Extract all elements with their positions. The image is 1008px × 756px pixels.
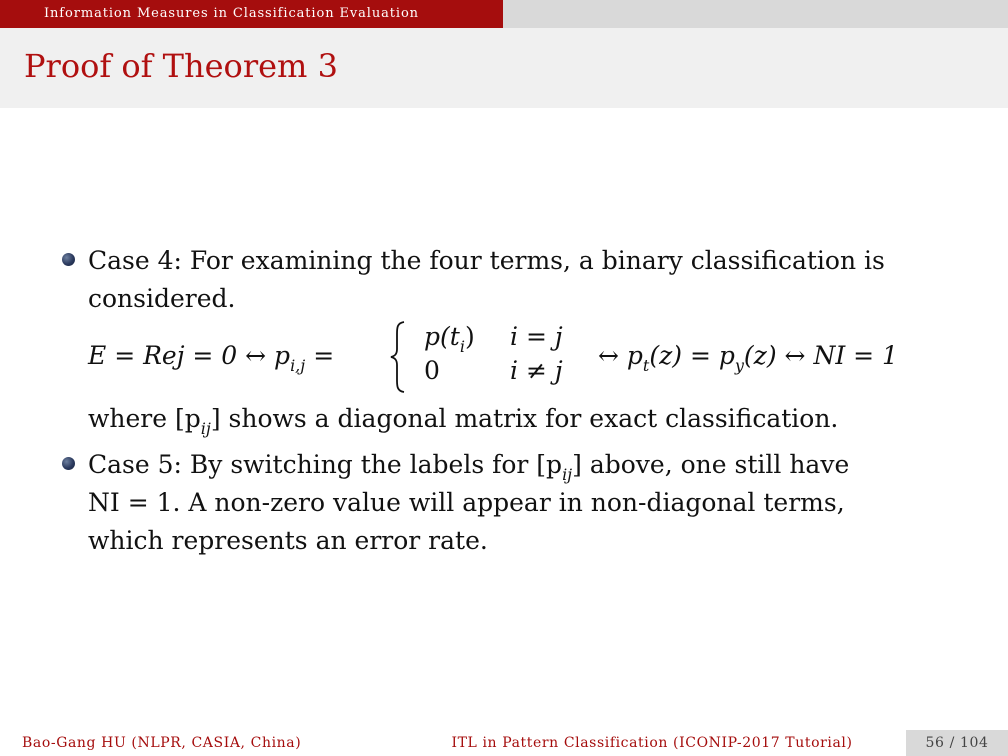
where-line	[88, 404, 839, 438]
eq-row2-value: 0	[424, 356, 440, 385]
footer	[0, 730, 1008, 756]
eq-equals: =	[313, 341, 335, 370]
eq-rhs-a: ↔ p	[598, 341, 643, 370]
case5-line2: NI = 1. A non-zero value will appear in non-diagonal terms,	[88, 488, 845, 517]
footer-author[interactable]: Bao-Gang HU (NLPR, CASIA, China)	[0, 730, 396, 756]
eq-rhs-c: (z) ↔ NI = 1	[743, 341, 898, 370]
bullet-icon	[62, 457, 75, 470]
slide-content	[0, 108, 1008, 728]
footer-page-number[interactable]: 56 / 104	[906, 730, 1008, 756]
case5-text-a: Case 5: By switching the labels for [p	[88, 450, 563, 479]
equation	[88, 322, 988, 410]
eq-rhs-a-sub: t	[642, 356, 650, 375]
section-title[interactable]: Information Measures in Classification Evaluation	[0, 0, 503, 28]
eq-row1-value: p(t	[424, 322, 460, 351]
eq-lhs-sub: i,j	[290, 356, 306, 375]
eq-row1-cond: i = j	[510, 322, 563, 351]
bullet-icon	[62, 253, 75, 266]
where-text-a: where [p	[88, 404, 201, 433]
eq-rhs-b: (z) = p	[649, 341, 735, 370]
eq-row1-sub: i	[459, 337, 465, 356]
frame-title: Proof of Theorem 3	[24, 47, 338, 85]
header-bar	[0, 0, 1008, 28]
eq-row1-close: )	[464, 322, 475, 351]
case5-sub: ij	[562, 465, 573, 484]
where-text-b: ] shows a diagonal matrix for exact classification.	[210, 404, 839, 433]
eq-rhs-b-sub: y	[734, 356, 744, 375]
eq-lhs: E = Rej = 0 ↔ p	[88, 341, 291, 370]
case5-line1	[88, 450, 850, 484]
case4-line2: considered.	[88, 284, 236, 313]
case4-line1: Case 4: For examining the four terms, a binary classification is	[88, 246, 885, 275]
eq-row2-cond: i ≠ j	[510, 356, 563, 385]
case5-line3: which represents an error rate.	[88, 526, 488, 555]
where-sub: ij	[200, 419, 211, 438]
footer-talk-title[interactable]: ITL in Pattern Classification (ICONIP-2017 Tutorial)	[396, 730, 908, 756]
case5-text-b: ] above, one still have	[572, 450, 850, 479]
left-brace-icon	[388, 320, 408, 394]
